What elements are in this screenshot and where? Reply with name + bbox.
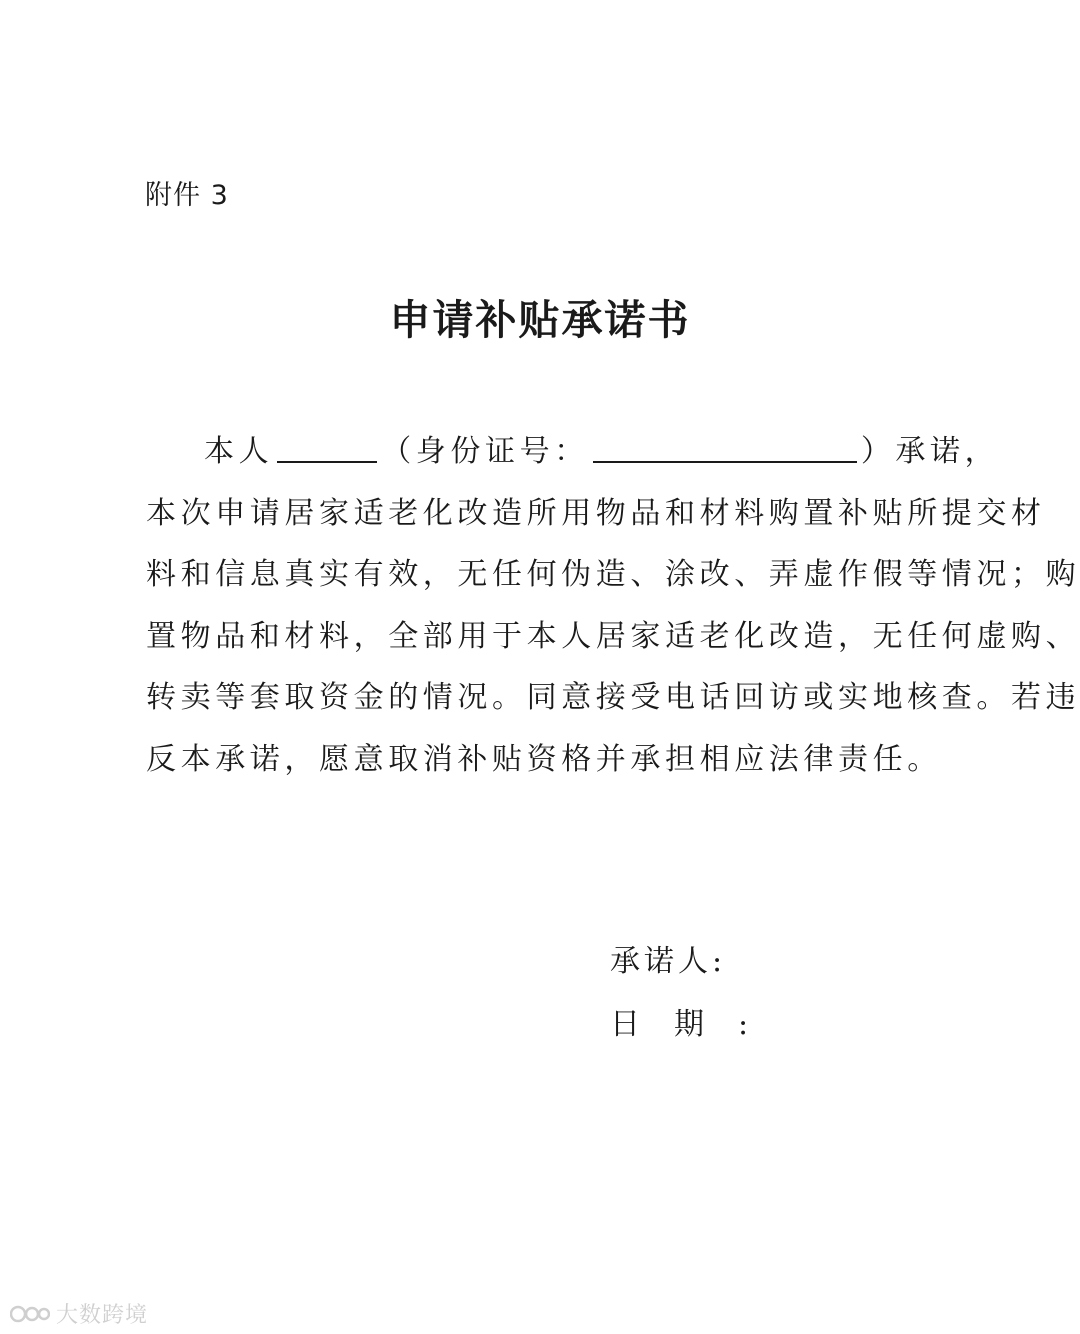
self-label: 本人 bbox=[204, 434, 274, 469]
brand-logo-icon bbox=[10, 1301, 50, 1327]
id-blank-line bbox=[593, 460, 857, 463]
promisor-label: 承诺人: bbox=[610, 944, 727, 979]
document-title: 申请补贴承诺书 bbox=[389, 296, 691, 344]
commitment-body bbox=[146, 421, 1080, 790]
watermark bbox=[10, 1298, 148, 1329]
watermark-text: 大数跨境 bbox=[56, 1303, 149, 1328]
id-label: （身份证号： bbox=[381, 434, 589, 469]
signature-block bbox=[610, 930, 752, 1056]
body-line-4: 置物品和材料，全部用于本人居家适老化改造，无任何虚购、 bbox=[146, 618, 1080, 654]
body-line-6: 反本承诺，愿意取消补贴资格并承担相应法律责任。 bbox=[146, 741, 942, 777]
body-line-2: 本次申请居家适老化改造所用物品和材料购置补贴所提交材 bbox=[146, 495, 1046, 531]
date-row bbox=[610, 993, 752, 1056]
promise-label: ）承诺， bbox=[860, 434, 1000, 469]
date-colon: : bbox=[738, 1007, 753, 1042]
date-label: 日期 bbox=[610, 1007, 738, 1042]
name-blank-line bbox=[277, 460, 377, 463]
body-line-5: 转卖等套取资金的情况。同意接受电话回访或实地核查。若违 bbox=[146, 680, 1080, 715]
body-line-1 bbox=[146, 421, 1000, 483]
body-line-3: 料和信息真实有效，无任何伪造、涂改、弄虚作假等情况；购 bbox=[146, 557, 1080, 592]
attachment-label: 附件 3 bbox=[145, 180, 229, 211]
